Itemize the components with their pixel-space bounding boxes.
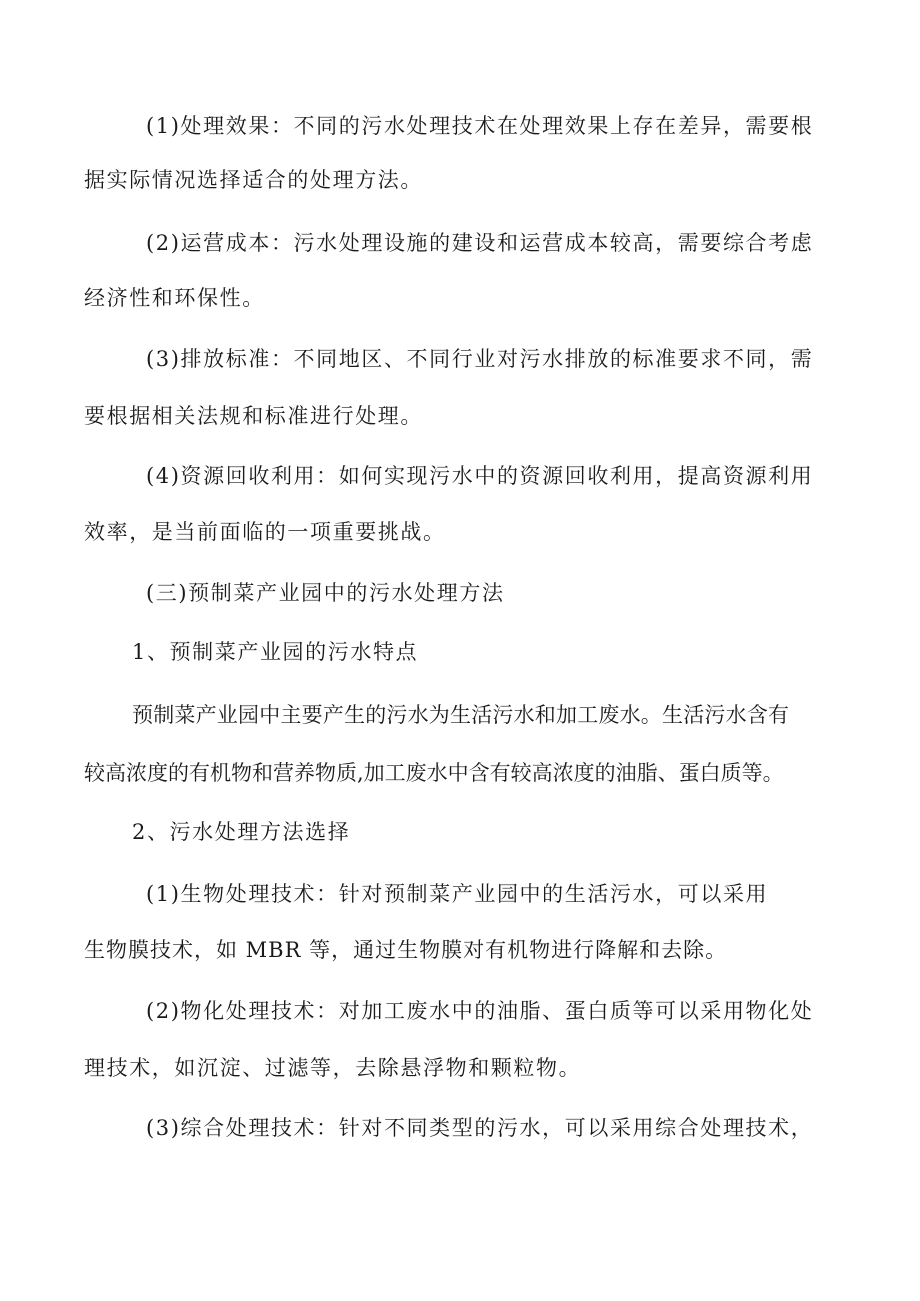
paragraph-line: 生物膜技术，如 MBR 等，通过生物膜对有机物进行降解和去除。 xyxy=(84,938,728,962)
subsection-heading: 2、污水处理方法选择 xyxy=(132,820,351,844)
subsection-heading: 1、预制菜产业园的污水特点 xyxy=(132,640,419,664)
paragraph-line: 理技术，如沉淀、过滤等，去除悬浮物和颗粒物。 xyxy=(84,1056,582,1080)
paragraph-line: (3)排放标准：不同地区、不同行业对污水排放的标准要求不同，需 xyxy=(146,347,814,371)
paragraph-line: (4)资源回收利用：如何实现污水中的资源回收利用，提高资源利用 xyxy=(146,464,814,488)
paragraph-line: 预制菜产业园中主要产生的污水为生活污水和加工废水。生活污水含有 xyxy=(132,703,790,727)
paragraph-line: (1)生物处理技术：针对预制菜产业园中的生活污水，可以采用 xyxy=(146,882,769,906)
paragraph-line: (3)综合处理技术：针对不同类型的污水，可以采用综合处理技术， xyxy=(146,1116,814,1140)
paragraph-line: (1)处理效果：不同的污水处理技术在处理效果上存在差异，需要根 xyxy=(146,114,814,138)
paragraph-line: (2)物化处理技术：对加工废水中的油脂、蛋白质等可以采用物化处 xyxy=(146,999,814,1023)
paragraph-line: (2)运营成本：污水处理设施的建设和运营成本较高，需要综合考虑 xyxy=(146,231,814,255)
paragraph-line: 经济性和环保性。 xyxy=(84,286,265,310)
section-heading: (三)预制菜产业园中的污水处理方法 xyxy=(146,581,505,605)
paragraph-line: 据实际情况选择适合的处理方法。 xyxy=(84,168,423,192)
paragraph-line: 较高浓度的有机物和营养物质,加工废水中含有较高浓度的油脂、蛋白质等。 xyxy=(84,761,784,785)
paragraph-line: 效率，是当前面临的一项重要挑战。 xyxy=(84,520,446,544)
paragraph-line: 要根据相关法规和标准进行处理。 xyxy=(84,404,423,428)
